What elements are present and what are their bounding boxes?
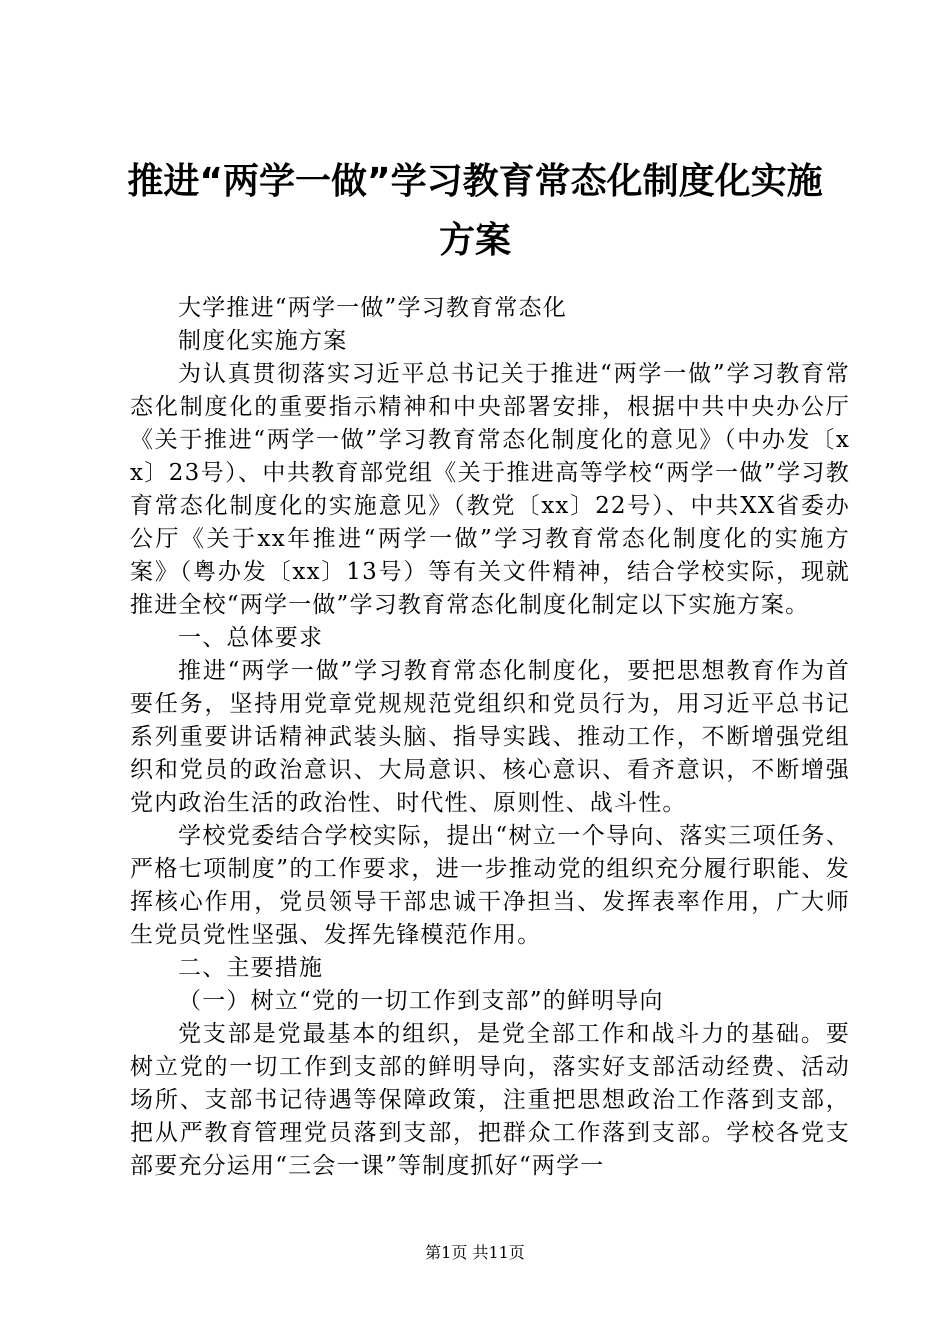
section-heading-main-measures: 二、主要措施 (178, 955, 324, 981)
section-heading-general-requirements: 一、总体要求 (178, 625, 324, 651)
document-title-line-1: 推进“两学一做”学习教育常态化制度化实施 (127, 161, 823, 202)
page-number-footer: 第1页 共11页 (425, 1243, 525, 1262)
subsection-heading-1: （一）树立“党的一切工作到支部”的鲜明导向 (178, 988, 664, 1014)
subtitle-line-2: 制度化实施方案 (178, 328, 348, 354)
general-requirements-paragraph-2: 学校党委结合学校实际，提出“树立一个导向、落实三项任务、严格七项制度”的工作要求，进一步推动党的组织充分履行职能、发挥核心作用，党员领导干部忠诚干净担当、发挥表率作用，广大师生党员党性坚强、发挥先锋模范作用。 (130, 823, 850, 948)
document-title-line-2: 方案 (438, 220, 511, 261)
document-body (130, 292, 850, 1183)
general-requirements-paragraph-1: 推进“两学一做”学习教育常态化制度化，要把思想教育作为首要任务，坚持用党章党规规范党组织和党员行为，用习近平总书记系列重要讲话精神武装头脑、指导实践、推动工作，不断增强党组织和党员的政治意识、大局意识、核心意识、看齐意识，不断增强党内政治生活的政治性、时代性、原则性、战斗性。 (130, 658, 850, 816)
main-measures-paragraph-1: 党支部是党最基本的组织，是党全部工作和战斗力的基础。要树立党的一切工作到支部的鲜明导向，落实好支部活动经费、活动场所、支部书记待遇等保障政策，注重把思想政治工作落到支部，把从严教育管理党员落到支部，把群众工作落到支部。学校各党支部要充分运用“三会一课”等制度抓好“两学一 (130, 1021, 850, 1179)
intro-paragraph: 为认真贯彻落实习近平总书记关于推进“两学一做”学习教育常态化制度化的重要指示精神和中央部署安排，根据中共中央办公厅《关于推进“两学一做”学习教育常态化制度化的意见》（中办发〔xx〕23号）、中共教育部党组《关于推进高等学校“两学一做”学习教育常态化制度化的实施意见》（教党〔xx〕22号）、中共XX省委办公厅《关于xx年推进“两学一做”学习教育常态化制度化的实施方案》（粤办发〔xx〕13号）等有关文件精神，结合学校实际，现就推进全校“两学一做”学习教育常态化制度化制定以下实施方案。 (130, 361, 850, 618)
subtitle-line-1: 大学推进“两学一做”学习教育常态化 (178, 295, 567, 321)
